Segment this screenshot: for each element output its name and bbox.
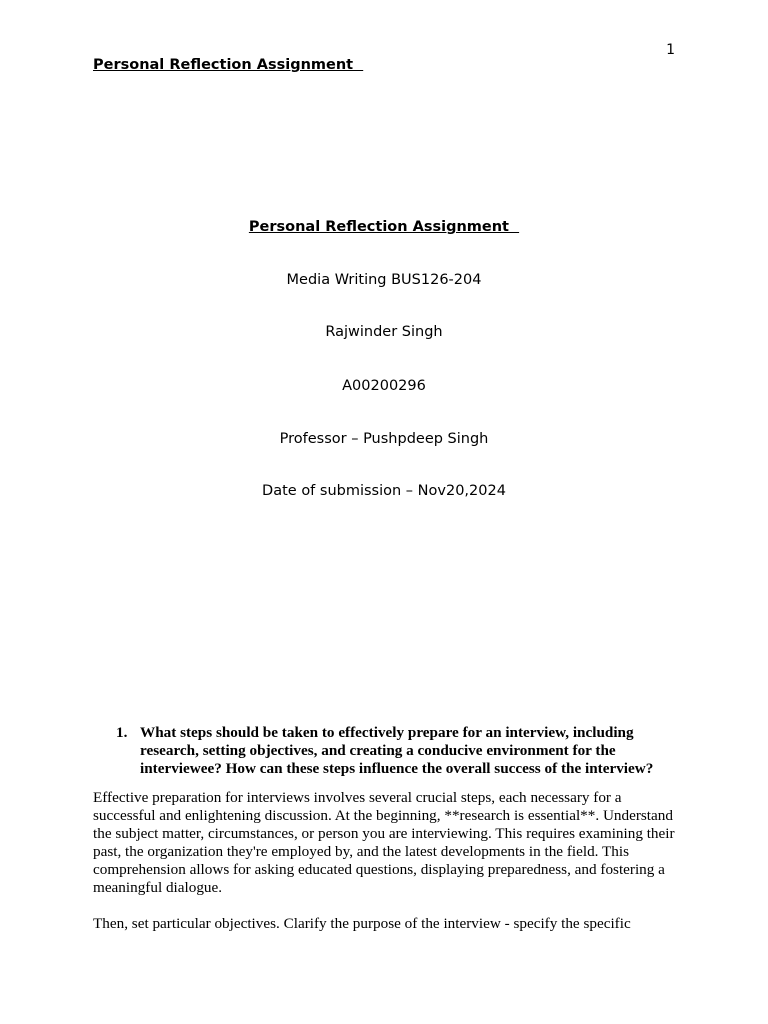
page-number: 1 (666, 42, 675, 58)
question-item (116, 724, 676, 778)
body-paragraph-2: Then, set particular objectives. Clarify the purpose of the interview - specify the specific (93, 915, 631, 932)
question-text: What steps should be taken to effectively prepare for an interview, including research, setting objectives, and creating a conducive environment for the interviewee? How can these steps influence the overall success of the interview? (140, 724, 654, 777)
student-id: A00200296 (342, 378, 426, 394)
course-name: Media Writing BUS126-204 (286, 272, 482, 288)
professor-name: Professor – Pushpdeep Singh (279, 431, 489, 447)
running-head: Personal Reflection Assignment (93, 57, 364, 73)
question-number: 1. (116, 724, 128, 741)
body-paragraph-1: Effective preparation for interviews involves several crucial steps, each necessary for a successful and enlightening discussion. At the beginning, **research is essential**. Understand the subject matter, circumstances, or person you are interviewing. This requires examining their past, the organization they're employed by, and the latest developments in the field. This comprehension allows for asking educated questions, displaying preparedness, and fostering a meaningful dialogue. (93, 789, 675, 896)
author-name: Rajwinder Singh (325, 324, 443, 340)
title-page-title: Personal Reflection Assignment (248, 219, 520, 235)
submission-date: Date of submission – Nov20,2024 (262, 483, 506, 499)
